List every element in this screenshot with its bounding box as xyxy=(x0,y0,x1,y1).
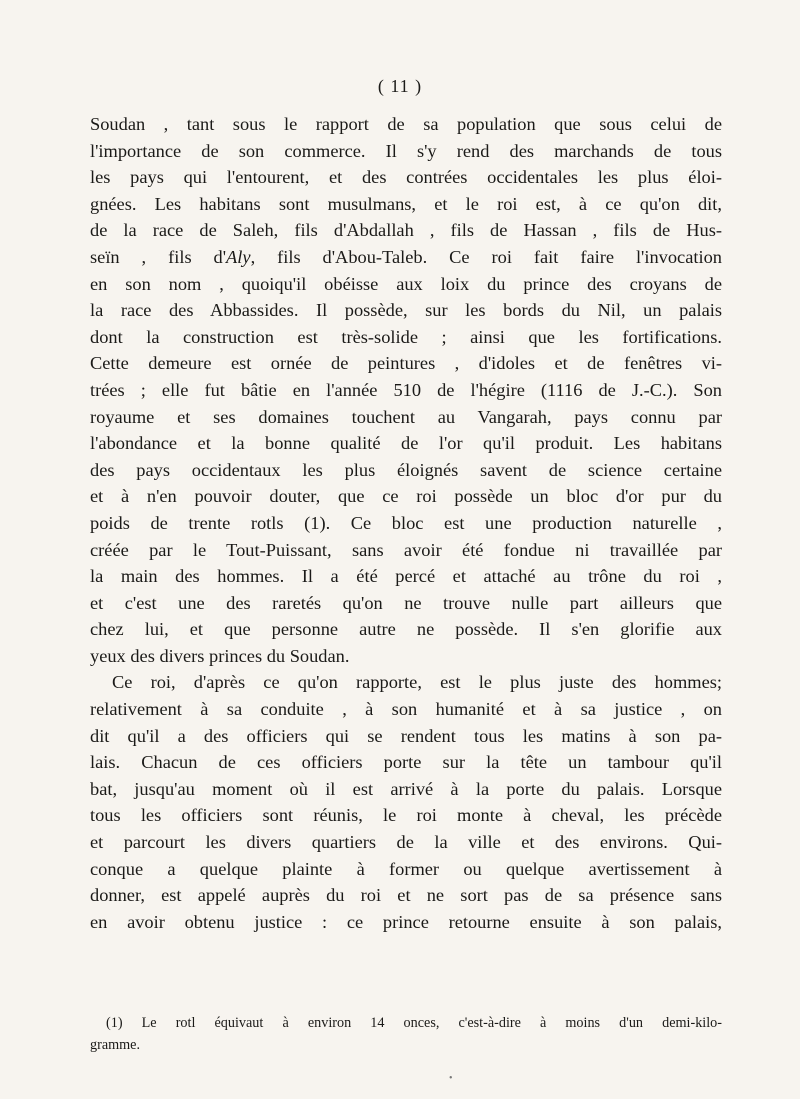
text-line: en son nom , quoiqu'il obéisse aux loix du prince des croyans de xyxy=(90,273,722,294)
text-line: donner, est appelé auprès du roi et ne sort pas de sa présence sans xyxy=(90,885,722,906)
text-line: l'abondance et la bonne qualité de l'or qu'il produit. Les habitans xyxy=(90,433,722,454)
text-line: les pays qui l'entourent, et des contrées occidentales les plus éloi- xyxy=(90,167,722,188)
footnote-line: (1) Le rotl équivaut à environ 14 onces, c'est-à-dire à moins d'un demi-kilo- xyxy=(106,1015,722,1031)
text-line: relativement à sa conduite , à son humanité et à sa justice , on xyxy=(90,699,722,720)
text-line: et parcourt les divers quartiers de la ville et des environs. Qui- xyxy=(90,832,722,853)
text-line: la race des Abbassides. Il possède, sur les bords du Nil, un palais xyxy=(90,300,722,321)
text-fragment: , fils d'Abou-Taleb. Ce roi fait faire l'invocation xyxy=(250,246,722,267)
text-line: lais. Chacun de ces officiers porte sur la tête un tambour qu'il xyxy=(90,752,722,773)
text-line: trées ; elle fut bâtie en l'année 510 de l'hégire (1116 de J.-C.). Son xyxy=(90,379,722,400)
text-fragment: seïn , fils d' xyxy=(90,246,227,267)
text-line: créée par le Tout-Puissant, sans avoir été fondue ni travaillée par xyxy=(90,539,722,560)
printer-mark: • xyxy=(449,1073,453,1084)
page-number: ( 11 ) xyxy=(377,76,423,96)
footnote-line: gramme. xyxy=(90,1037,141,1053)
text-line: et à n'en pouvoir douter, que ce roi possède un bloc d'or pur du xyxy=(90,486,722,507)
text-line: l'importance de son commerce. Il s'y rend des marchands de tous xyxy=(90,140,722,161)
text-line: Soudan , tant sous le rapport de sa population que sous celui de xyxy=(90,114,722,134)
italic-name: Aly xyxy=(226,246,251,267)
text-line: bat, jusqu'au moment où il est arrivé à la porte du palais. Lorsque xyxy=(90,778,722,799)
footnote xyxy=(90,1012,722,1056)
text-line: conque a quelque plainte à former ou quelque avertissement à xyxy=(90,858,722,879)
text-line: en avoir obtenu justice : ce prince retourne ensuite à son palais, xyxy=(90,911,722,932)
body-text xyxy=(90,111,722,935)
text-line: la main des hommes. Il a été percé et attaché au trône du roi , xyxy=(90,566,722,587)
text-line: gnées. Les habitans sont musulmans, et le roi est, à ce qu'on dit, xyxy=(90,193,722,214)
text-line: chez lui, et que personne autre ne possède. Il s'en glorifie aux xyxy=(90,619,722,640)
text-line: et c'est une des raretés qu'on ne trouve nulle part ailleurs que xyxy=(90,592,722,613)
text-line: dont la construction est très-solide ; ainsi que les fortifications. xyxy=(90,326,722,347)
text-line: Ce roi, d'après ce qu'on rapporte, est le plus juste des hommes; xyxy=(112,672,722,693)
text-line: poids de trente rotls (1). Ce bloc est une production naturelle , xyxy=(90,512,722,533)
text-line: yeux des divers princes du Soudan. xyxy=(90,645,350,666)
text-line: Cette demeure est ornée de peintures , d'idoles et de fenêtres vi- xyxy=(90,353,722,374)
text-line: de la race de Saleh, fils d'Abdallah , fils de Hassan , fils de Hus- xyxy=(90,220,722,241)
text-line: tous les officiers sont réunis, le roi monte à cheval, les précède xyxy=(90,805,722,826)
text-line: royaume et ses domaines touchent au Vangarah, pays connu par xyxy=(90,406,722,427)
text-line: des pays occidentaux les plus éloignés savent de science certaine xyxy=(90,459,722,480)
text-line xyxy=(90,244,722,271)
text-line: dit qu'il a des officiers qui se rendent tous les matins à son pa- xyxy=(90,725,722,746)
